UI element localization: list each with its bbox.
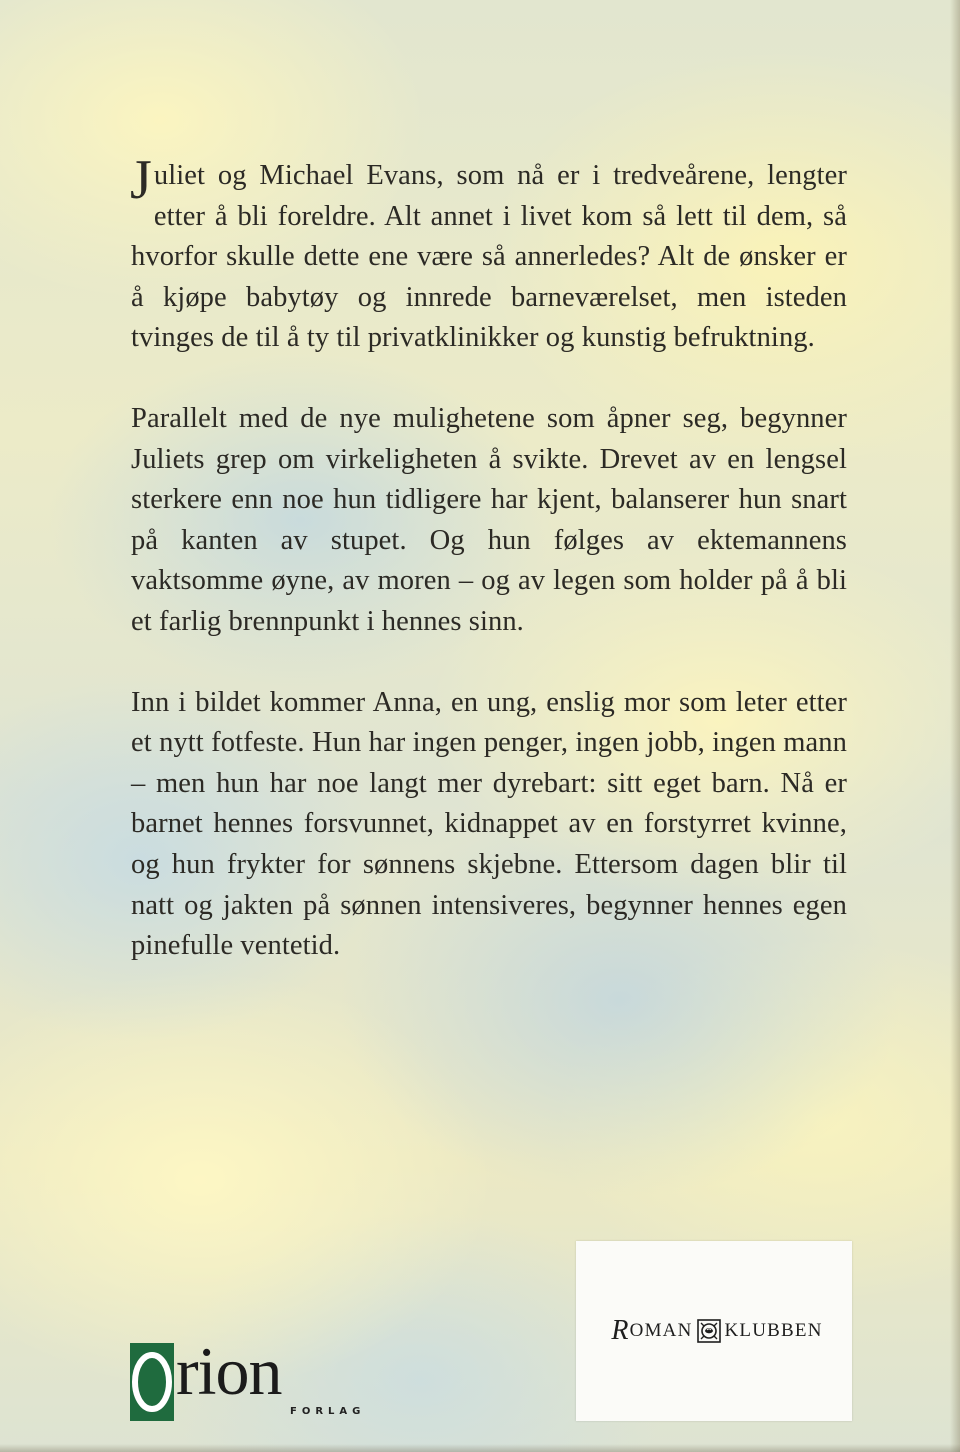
cover-bottom-edge [0, 1444, 960, 1452]
orion-o-icon [130, 1343, 174, 1421]
blurb-paragraph-1: Juliet og Michael Evans, som nå er i tredveårene, lengter etter å bli foreldre. Alt annet i livet kom så lett til dem, så hvorfor skulle dette ene være så annerledes? Alt de ønsker er å kjøpe babytøy og innrede barneværelset, men isteden tvinges de til å ty til privatklinikker og kunstig befruktning. [130, 149, 847, 354]
romanklubben-initial: R [611, 1315, 630, 1346]
rose-emblem-icon [697, 1319, 721, 1343]
romanklubben-part-1: OMAN [629, 1320, 693, 1341]
blurb-paragraph-2: Parallelt med de nye mulighetene som åpner seg, begynner Juliets grep om virkeligheten å svikte. Drevet av en lengsel sterkere enn noe hun tidligere har kjent, balanserer hun snart på kanten av stupet. Og hun følges av ektemannens vaktsomme øyne, av moren – og av legen som holder på å bli et farlig brennpunkt i hennes sinn. [131, 402, 847, 637]
orion-wordmark: rion [176, 1333, 282, 1409]
blurb-paragraph-3: Inn i bildet kommer Anna, en ung, enslig mor som leter etter et nytt fotfeste. Hun har ingen penger, ingen jobb, ingen mann – men hun har noe langt mer dyrebart: sitt eget barn. Nå er barnet hennes forsvunnet, kidnappet av en forstyrret kvinne, og hun frykter for sønnens skjebne. Ettersom dagen blir til natt og jakten på sønnen intensiveres, begynner hennes egen pinefulle ventetid. [131, 686, 847, 962]
romanklubben-logo [586, 1317, 848, 1345]
orion-publisher-logo [130, 1333, 366, 1423]
blurb-text [130, 149, 847, 1007]
orion-forlag-label: FORLAG [290, 1406, 366, 1417]
romanklubben-sticker [576, 1241, 852, 1421]
cover-right-edge [950, 0, 960, 1452]
romanklubben-part-2: KLUBBEN [724, 1320, 823, 1341]
